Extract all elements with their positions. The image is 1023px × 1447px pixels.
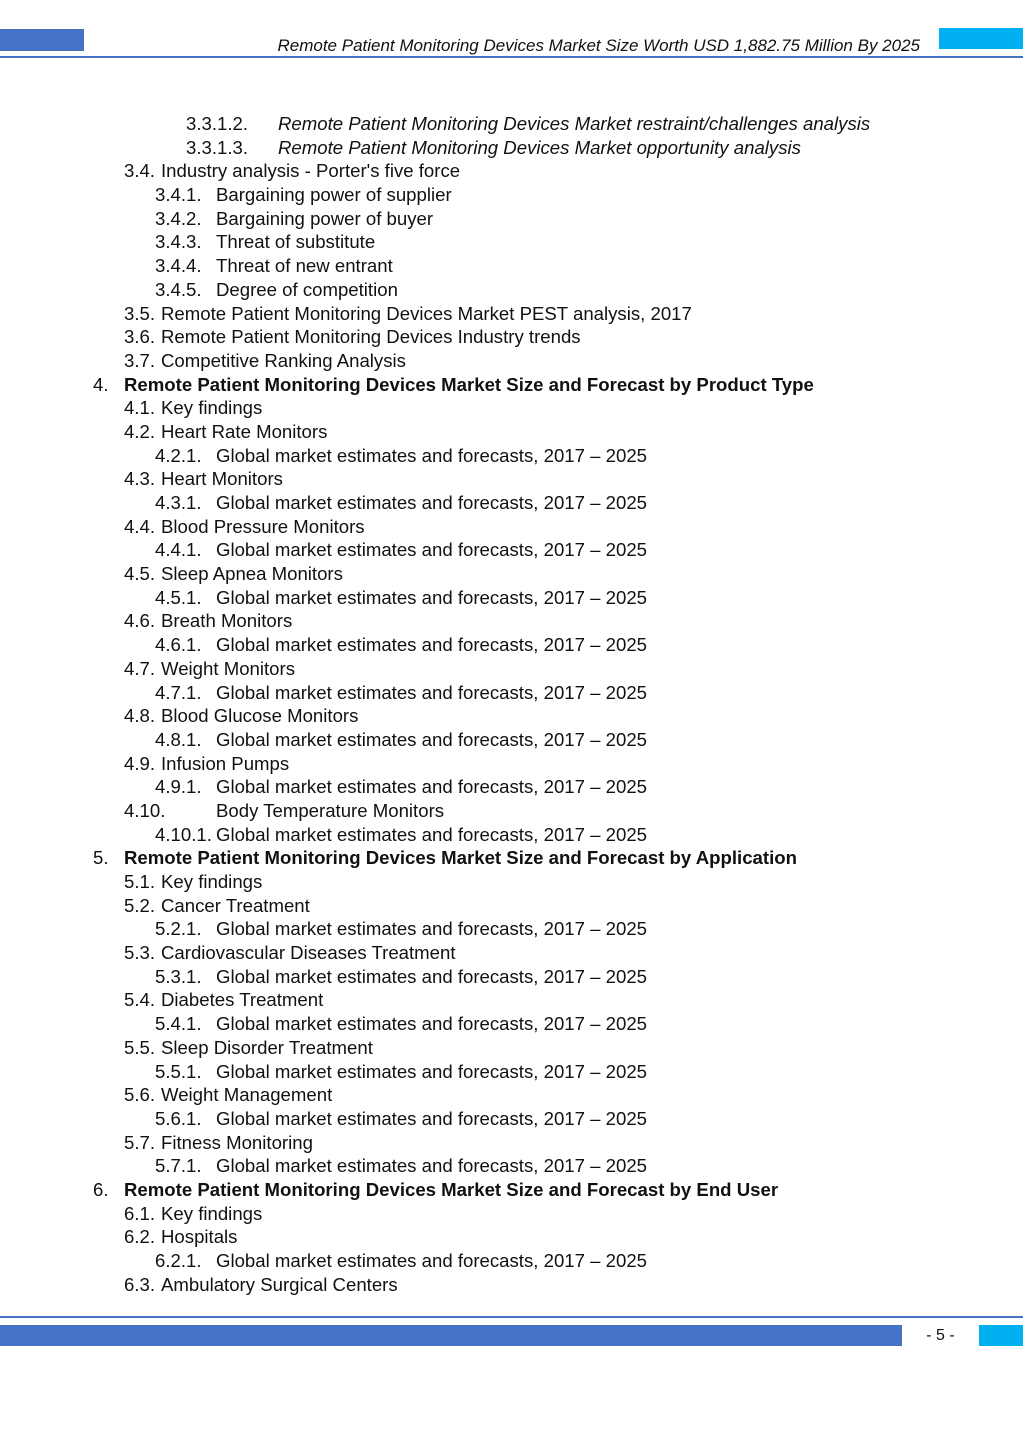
toc-entry-title: Ambulatory Surgical Centers	[161, 1273, 398, 1295]
toc-entry	[0, 136, 1023, 160]
toc-entry-title: Sleep Disorder Treatment	[161, 1036, 373, 1058]
toc-entry	[0, 752, 1023, 776]
toc-entry-number: 5.1.	[124, 871, 156, 892]
toc-entry-number: 3.4.5.	[155, 278, 202, 300]
toc-entry-number: 5.6.	[124, 1084, 156, 1106]
toc-entry-title: Industry analysis - Porter's five force	[161, 160, 461, 182]
toc-entry-title: Body Temperature Monitors	[216, 799, 445, 821]
toc-entry	[0, 230, 1023, 254]
toc-entry	[0, 207, 1023, 231]
header-divider	[0, 56, 1023, 58]
toc-entry-number: 6.	[93, 1178, 109, 1200]
toc-entry-title: Global market estimates and forecasts, 2017 – 2025	[216, 1155, 647, 1177]
toc-entry-title: Threat of substitute	[216, 231, 376, 253]
toc-entry	[0, 491, 1023, 515]
toc-entry-number: 4.9.	[124, 752, 156, 774]
toc-entry-number: 3.4.1.	[155, 184, 202, 206]
toc-entry-title: Sleep Apnea Monitors	[161, 563, 343, 585]
toc-entry	[0, 444, 1023, 468]
toc-entry-title: Global market estimates and forecasts, 2017 – 2025	[216, 965, 647, 987]
toc-entry-number: 4.2.1.	[155, 444, 202, 466]
toc-entry-number: 5.3.1.	[155, 965, 202, 987]
toc-entry	[0, 775, 1023, 799]
toc-entry-number: 5.2.1.	[155, 918, 202, 940]
toc-entry	[0, 1225, 1023, 1249]
toc-entry	[0, 941, 1023, 965]
toc-entry-title: Key findings	[161, 1202, 263, 1224]
toc-entry	[0, 1131, 1023, 1155]
toc-entry-number: 3.7.	[124, 349, 156, 371]
toc-entry-number: 5.4.1.	[155, 1013, 202, 1035]
toc-entry-number: 3.4.2.	[155, 207, 202, 229]
toc-entry-number: 4.7.	[124, 657, 156, 679]
toc-entry-title: Global market estimates and forecasts, 2017 – 2025	[216, 539, 647, 561]
toc-entry-number: 3.4.4.	[155, 255, 202, 277]
table-of-contents	[0, 112, 1023, 1296]
toc-entry-title: Degree of competition	[216, 278, 398, 300]
toc-entry	[0, 1202, 1023, 1226]
toc-entry-title: Heart Monitors	[161, 468, 283, 490]
toc-entry	[0, 396, 1023, 420]
toc-entry-title: Blood Pressure Monitors	[161, 515, 365, 537]
toc-entry-number: 6.1.	[124, 1202, 156, 1224]
toc-entry	[0, 1060, 1023, 1084]
toc-entry-number: 5.6.1.	[155, 1107, 202, 1129]
toc-entry	[0, 657, 1023, 681]
toc-entry-title: Fitness Monitoring	[161, 1131, 313, 1153]
toc-entry	[0, 325, 1023, 349]
toc-entry	[0, 823, 1023, 847]
toc-entry-number: 4.2.	[124, 420, 156, 442]
toc-entry-title: Global market estimates and forecasts, 2017 – 2025	[216, 918, 647, 940]
toc-entry	[0, 704, 1023, 728]
toc-entry	[0, 633, 1023, 657]
header-accent-block-left	[0, 29, 84, 51]
toc-entry-title: Global market estimates and forecasts, 2017 – 2025	[216, 1013, 647, 1035]
header-title: Remote Patient Monitoring Devices Market Size Worth USD 1,882.75 Million By 2025	[277, 36, 920, 55]
toc-entry-title: Remote Patient Monitoring Devices Market Size and Forecast by Product Type	[124, 373, 814, 395]
toc-entry-number: 5.7.	[124, 1131, 156, 1153]
toc-entry	[0, 254, 1023, 278]
toc-entry	[0, 1273, 1023, 1297]
toc-entry-number: 6.2.1.	[155, 1250, 202, 1271]
toc-entry-title: Remote Patient Monitoring Devices Market Size and Forecast by Application	[124, 847, 797, 869]
header-accent-block-right	[939, 28, 1023, 49]
toc-entry-number: 4.10.1.	[155, 823, 212, 845]
toc-entry	[0, 870, 1023, 894]
toc-entry-title: Remote Patient Monitoring Devices Market opportunity analysis	[278, 136, 801, 158]
toc-entry	[0, 681, 1023, 705]
toc-entry-title: Cardiovascular Diseases Treatment	[161, 942, 456, 964]
toc-entry-title: Remote Patient Monitoring Devices Market restraint/challenges analysis	[278, 113, 871, 134]
toc-entry-number: 5.2.	[124, 894, 156, 916]
toc-entry	[0, 1036, 1023, 1060]
toc-entry	[0, 1012, 1023, 1036]
toc-entry-number: 4.6.	[124, 610, 156, 632]
toc-entry-number: 4.5.	[124, 563, 156, 585]
toc-entry-title: Remote Patient Monitoring Devices Market Size and Forecast by End User	[124, 1178, 779, 1200]
toc-entry-title: Global market estimates and forecasts, 2017 – 2025	[216, 728, 647, 750]
toc-entry-number: 3.6.	[124, 326, 156, 348]
toc-entry-number: 6.3.	[124, 1273, 156, 1295]
toc-entry	[0, 1154, 1023, 1178]
toc-entry-number: 3.5.	[124, 302, 156, 324]
toc-entry	[0, 1178, 1023, 1202]
toc-entry-title: Global market estimates and forecasts, 2017 – 2025	[216, 586, 647, 608]
toc-entry-title: Remote Patient Monitoring Devices Industry trends	[161, 326, 581, 348]
toc-entry-title: Blood Glucose Monitors	[161, 705, 359, 727]
toc-entry	[0, 728, 1023, 752]
toc-entry-title: Bargaining power of supplier	[216, 184, 452, 206]
toc-entry	[0, 609, 1023, 633]
toc-entry	[0, 278, 1023, 302]
footer-bar	[0, 1325, 902, 1346]
toc-entry	[0, 1083, 1023, 1107]
toc-entry	[0, 538, 1023, 562]
toc-entry-title: Breath Monitors	[161, 610, 293, 632]
toc-entry-number: 5.5.1.	[155, 1060, 202, 1082]
toc-entry-number: 4.3.	[124, 468, 156, 490]
toc-entry-title: Global market estimates and forecasts, 2017 – 2025	[216, 634, 647, 656]
toc-entry-number: 4.4.1.	[155, 539, 202, 561]
toc-entry	[0, 373, 1023, 397]
toc-entry-title: Global market estimates and forecasts, 2017 – 2025	[216, 1250, 647, 1271]
footer-divider	[0, 1316, 1023, 1318]
toc-entry	[0, 302, 1023, 326]
toc-entry-title: Global market estimates and forecasts, 2017 – 2025	[216, 776, 647, 798]
toc-entry-number: 3.4.3.	[155, 231, 202, 253]
toc-entry-number: 4.8.1.	[155, 728, 202, 750]
toc-entry-title: Key findings	[161, 397, 263, 419]
toc-entry	[0, 586, 1023, 610]
toc-entry-title: Key findings	[161, 871, 263, 892]
toc-entry-title: Threat of new entrant	[216, 255, 393, 277]
toc-entry-title: Weight Monitors	[161, 657, 295, 679]
toc-entry-number: 4.9.1.	[155, 776, 202, 798]
toc-entry-number: 6.2.	[124, 1226, 156, 1248]
toc-entry-title: Diabetes Treatment	[161, 989, 324, 1011]
toc-entry	[0, 159, 1023, 183]
toc-entry-number: 4.7.1.	[155, 681, 202, 703]
toc-entry	[0, 349, 1023, 373]
toc-entry-title: Global market estimates and forecasts, 2017 – 2025	[216, 492, 647, 513]
toc-entry	[0, 894, 1023, 918]
toc-entry-number: 3.3.1.3.	[186, 136, 249, 158]
toc-entry-title: Competitive Ranking Analysis	[161, 349, 406, 371]
toc-entry-number: 5.7.1.	[155, 1155, 202, 1177]
toc-entry-title: Global market estimates and forecasts, 2017 – 2025	[216, 444, 647, 466]
toc-entry	[0, 799, 1023, 823]
toc-entry-title: Global market estimates and forecasts, 2017 – 2025	[216, 823, 647, 845]
toc-entry-number: 4.5.1.	[155, 586, 202, 608]
toc-entry	[0, 988, 1023, 1012]
toc-entry-number: 3.3.1.2.	[186, 113, 249, 134]
toc-entry-number: 4.1.	[124, 397, 156, 419]
toc-entry-number: 4.3.1.	[155, 492, 202, 513]
toc-entry-number: 3.4.	[124, 160, 156, 182]
toc-entry	[0, 112, 1023, 136]
toc-entry-number: 5.4.	[124, 989, 156, 1011]
toc-entry-number: 4.10.	[124, 799, 166, 821]
toc-entry-title: Remote Patient Monitoring Devices Market PEST analysis, 2017	[161, 302, 692, 324]
toc-entry	[0, 1107, 1023, 1131]
toc-entry	[0, 1249, 1023, 1273]
toc-entry	[0, 467, 1023, 491]
toc-entry	[0, 917, 1023, 941]
toc-entry-number: 5.3.	[124, 942, 156, 964]
toc-entry-number: 5.5.	[124, 1036, 156, 1058]
toc-entry-title: Cancer Treatment	[161, 894, 310, 916]
toc-entry-title: Hospitals	[161, 1226, 238, 1248]
toc-entry-title: Infusion Pumps	[161, 752, 290, 774]
footer-accent-block-right	[979, 1325, 1023, 1346]
toc-entry	[0, 183, 1023, 207]
toc-entry-title: Global market estimates and forecasts, 2017 – 2025	[216, 681, 647, 703]
toc-entry-number: 4.4.	[124, 515, 156, 537]
toc-entry	[0, 846, 1023, 870]
toc-entry-number: 5.	[93, 847, 109, 869]
page-number: - 5 -	[926, 1327, 955, 1344]
toc-entry-title: Global market estimates and forecasts, 2017 – 2025	[216, 1107, 647, 1129]
toc-entry-title: Global market estimates and forecasts, 2017 – 2025	[216, 1060, 647, 1082]
toc-entry	[0, 965, 1023, 989]
toc-entry	[0, 420, 1023, 444]
toc-entry-title: Weight Management	[161, 1084, 333, 1106]
toc-entry-number: 4.8.	[124, 705, 156, 727]
toc-entry	[0, 515, 1023, 539]
toc-entry-number: 4.	[93, 373, 109, 395]
toc-entry-title: Bargaining power of buyer	[216, 207, 434, 229]
toc-entry	[0, 562, 1023, 586]
toc-entry-number: 4.6.1.	[155, 634, 202, 656]
toc-entry-title: Heart Rate Monitors	[161, 420, 328, 442]
